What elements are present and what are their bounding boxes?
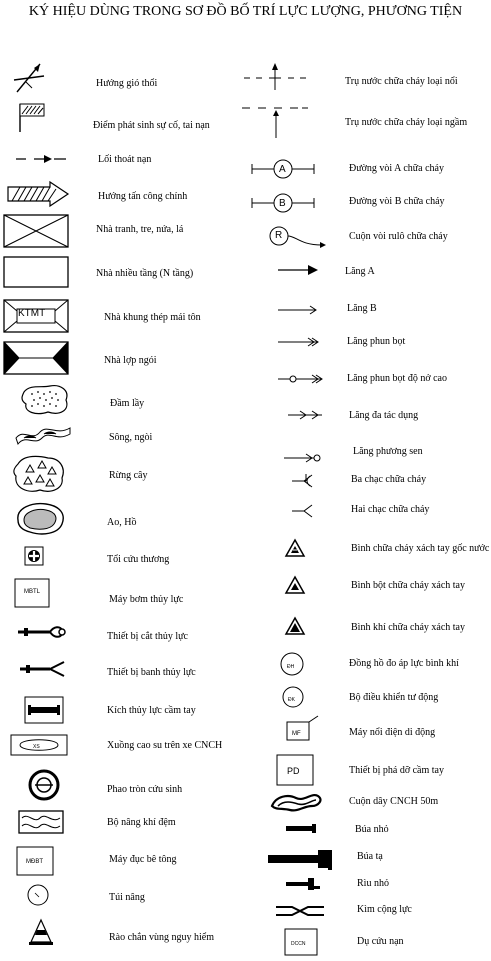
- wind-direction-icon: [12, 62, 46, 94]
- tiled-roof-house-icon: [3, 341, 69, 375]
- main-attack-label: Hướng tấn công chính: [98, 191, 188, 202]
- swamp-label: Đầm lầy: [110, 398, 145, 409]
- hydrant-under-label: Trụ nước chữa cháy loại ngầm: [345, 117, 468, 128]
- rescue-boat-label: Xuồng cao su trên xe CNCH: [107, 740, 223, 751]
- foam-nozzle-label: Lăng phun bọt: [347, 336, 406, 347]
- hydraulic-spreader-icon: [18, 660, 68, 678]
- danger-cone-label: Rào chắn vùng nguy hiểm: [109, 932, 214, 943]
- pump-text: MBTL: [24, 589, 41, 595]
- concrete-drill-label: Máy đục bê tông: [109, 854, 177, 865]
- hose-coil-icon: [268, 790, 324, 814]
- pond-icon: [14, 502, 66, 536]
- two-way-branch-label: Hai chạc chữa cháy: [351, 504, 430, 515]
- hand-jack-icon: [24, 696, 64, 724]
- hose-b-badge: B: [279, 198, 286, 209]
- gen-text: MF: [292, 731, 301, 737]
- generator-label: Máy nổi điện di động: [349, 727, 436, 738]
- portable-foam-icon: [284, 538, 306, 558]
- incident-origin-label: Điểm phát sinh sự cố, tai nạn: [93, 120, 210, 131]
- portable-powder-icon: [284, 575, 306, 595]
- hydrant-above-icon: [242, 60, 308, 94]
- page-title: KÝ HIỆU DÙNG TRONG SƠ ĐỒ BỐ TRÍ LỰC LƯỢNG, PHƯƠNG TIỆN: [28, 4, 463, 19]
- hose-coil-label: Cuộn dây CNCH 50m: [349, 796, 439, 807]
- box-text: DCCN: [291, 941, 306, 947]
- forest-icon: [12, 454, 68, 494]
- nozzle-a-icon: [276, 264, 320, 276]
- nozzle-b-label: Lăng B: [347, 303, 377, 314]
- hose-reel-label: Cuộn vòi rulô chữa cháy: [349, 231, 448, 242]
- multi-nozzle-icon: [286, 408, 326, 422]
- drill-text: MĐBT: [26, 859, 43, 865]
- controller-text: ĐK: [288, 697, 295, 703]
- ktmt-text: KTMT: [18, 308, 46, 319]
- bag-icon: [27, 884, 49, 906]
- nozzle-a-label: Lăng A: [345, 266, 375, 277]
- pressure-gauge-label: Đồng hồ đo áp lực bình khí: [349, 658, 459, 669]
- pd-badge: PD: [287, 766, 300, 776]
- danger-cone-icon: [28, 918, 54, 946]
- hydraulic-pump-label: Máy bơm thủy lực: [109, 594, 184, 605]
- boat-text: XS: [33, 744, 40, 750]
- sledge-hammer-icon: [266, 848, 338, 872]
- hydraulic-cutter-label: Thiết bị cắt thủy lực: [107, 631, 188, 642]
- tiled-roof-house-label: Nhà lợp ngói: [104, 355, 157, 366]
- multi-storey-house-label: Nhà nhiều tầng (N tầng): [96, 268, 194, 279]
- high-exp-foam-nozzle-label: Lăng phun bọt độ nở cao: [347, 373, 447, 384]
- steel-frame-house-label: Nhà khung thép mái tôn: [104, 312, 201, 323]
- air-bag-label: Bộ nâng khí đệm: [107, 817, 176, 828]
- two-way-junction-icon: [290, 472, 320, 490]
- bag-label: Túi nâng: [109, 892, 145, 903]
- hydrant-above-label: Trụ nước chữa cháy loại nổi: [345, 76, 458, 87]
- multi-storey-house-icon: [3, 256, 69, 288]
- demolition-tool-label: Thiết bị phá dỡ cầm tay: [349, 765, 444, 776]
- portable-foam-label: Bình chữa cháy xách tay gốc nước: [351, 543, 490, 554]
- first-aid-icon: [24, 546, 44, 566]
- rescue-route-label: Lối thoát nạn: [98, 154, 152, 165]
- controller-label: Bộ điều khiển tư động: [349, 692, 439, 703]
- life-buoy-icon: [27, 768, 61, 802]
- portable-powder-label: Bình bột chữa cháy xách tay: [351, 580, 465, 591]
- axe-label: Rìu nhỏ: [357, 878, 389, 889]
- high-exp-foam-nozzle-icon: [276, 373, 326, 385]
- hydraulic-spreader-label: Thiết bị banh thủy lực: [107, 667, 196, 678]
- forest-label: Rừng cây: [109, 470, 148, 481]
- river-label: Sông, ngòi: [109, 432, 153, 443]
- wind-direction-label: Hướng gió thổi: [96, 78, 158, 89]
- portable-co2-label: Bình khí chữa cháy xách tay: [351, 622, 465, 633]
- monitor-nozzle-label: Lăng phương sen: [353, 446, 423, 457]
- hose-reel-badge: R: [275, 230, 283, 241]
- small-hammer-label: Búa nhỏ: [355, 824, 389, 835]
- multi-nozzle-label: Lăng đa tác dụng: [349, 410, 419, 421]
- hand-jack-label: Kích thủy lực cầm tay: [107, 705, 196, 716]
- river-icon: [14, 424, 72, 446]
- foam-nozzle-icon: [276, 336, 322, 348]
- rescue-box-label: Dụ cứu nạn: [357, 936, 404, 947]
- axe-icon: [284, 876, 324, 892]
- two-way-junction-label: Ba chạc chữa cháy: [351, 474, 427, 485]
- pond-label: Ao, Hồ: [107, 517, 137, 528]
- nozzle-b-icon: [276, 304, 320, 316]
- swamp-icon: [20, 384, 72, 416]
- main-attack-arrow-icon: [6, 181, 70, 207]
- air-bag-icon: [18, 810, 64, 834]
- monitor-nozzle-icon: [282, 451, 324, 465]
- gauge-text: ĐH: [287, 664, 295, 670]
- hydrant-under-icon: [240, 100, 310, 140]
- life-buoy-label: Phao tròn cứu sinh: [107, 784, 183, 795]
- portable-co2-icon: [284, 616, 306, 636]
- sledge-hammer-label: Búa tạ: [357, 851, 383, 862]
- hose-a-label: Đường vòi A chữa cháy: [349, 163, 444, 174]
- thatched-house-icon: [3, 214, 69, 248]
- hose-b-label: Đường vòi B chữa cháy: [349, 196, 445, 207]
- bolt-cutter-label: Kìm cộng lực: [357, 904, 412, 915]
- thatched-house-label: Nhà tranh, tre, nứa, lá: [96, 224, 184, 235]
- small-hammer-icon: [284, 823, 320, 835]
- bolt-cutter-icon: [274, 901, 326, 921]
- two-way-branch-icon: [290, 502, 320, 520]
- first-aid-label: Tổi cứu thương: [107, 554, 170, 565]
- rescue-route-icon: [14, 154, 70, 164]
- hydraulic-cutter-icon: [16, 624, 68, 640]
- flag-icon: [18, 102, 50, 134]
- hose-a-badge: A: [279, 164, 286, 175]
